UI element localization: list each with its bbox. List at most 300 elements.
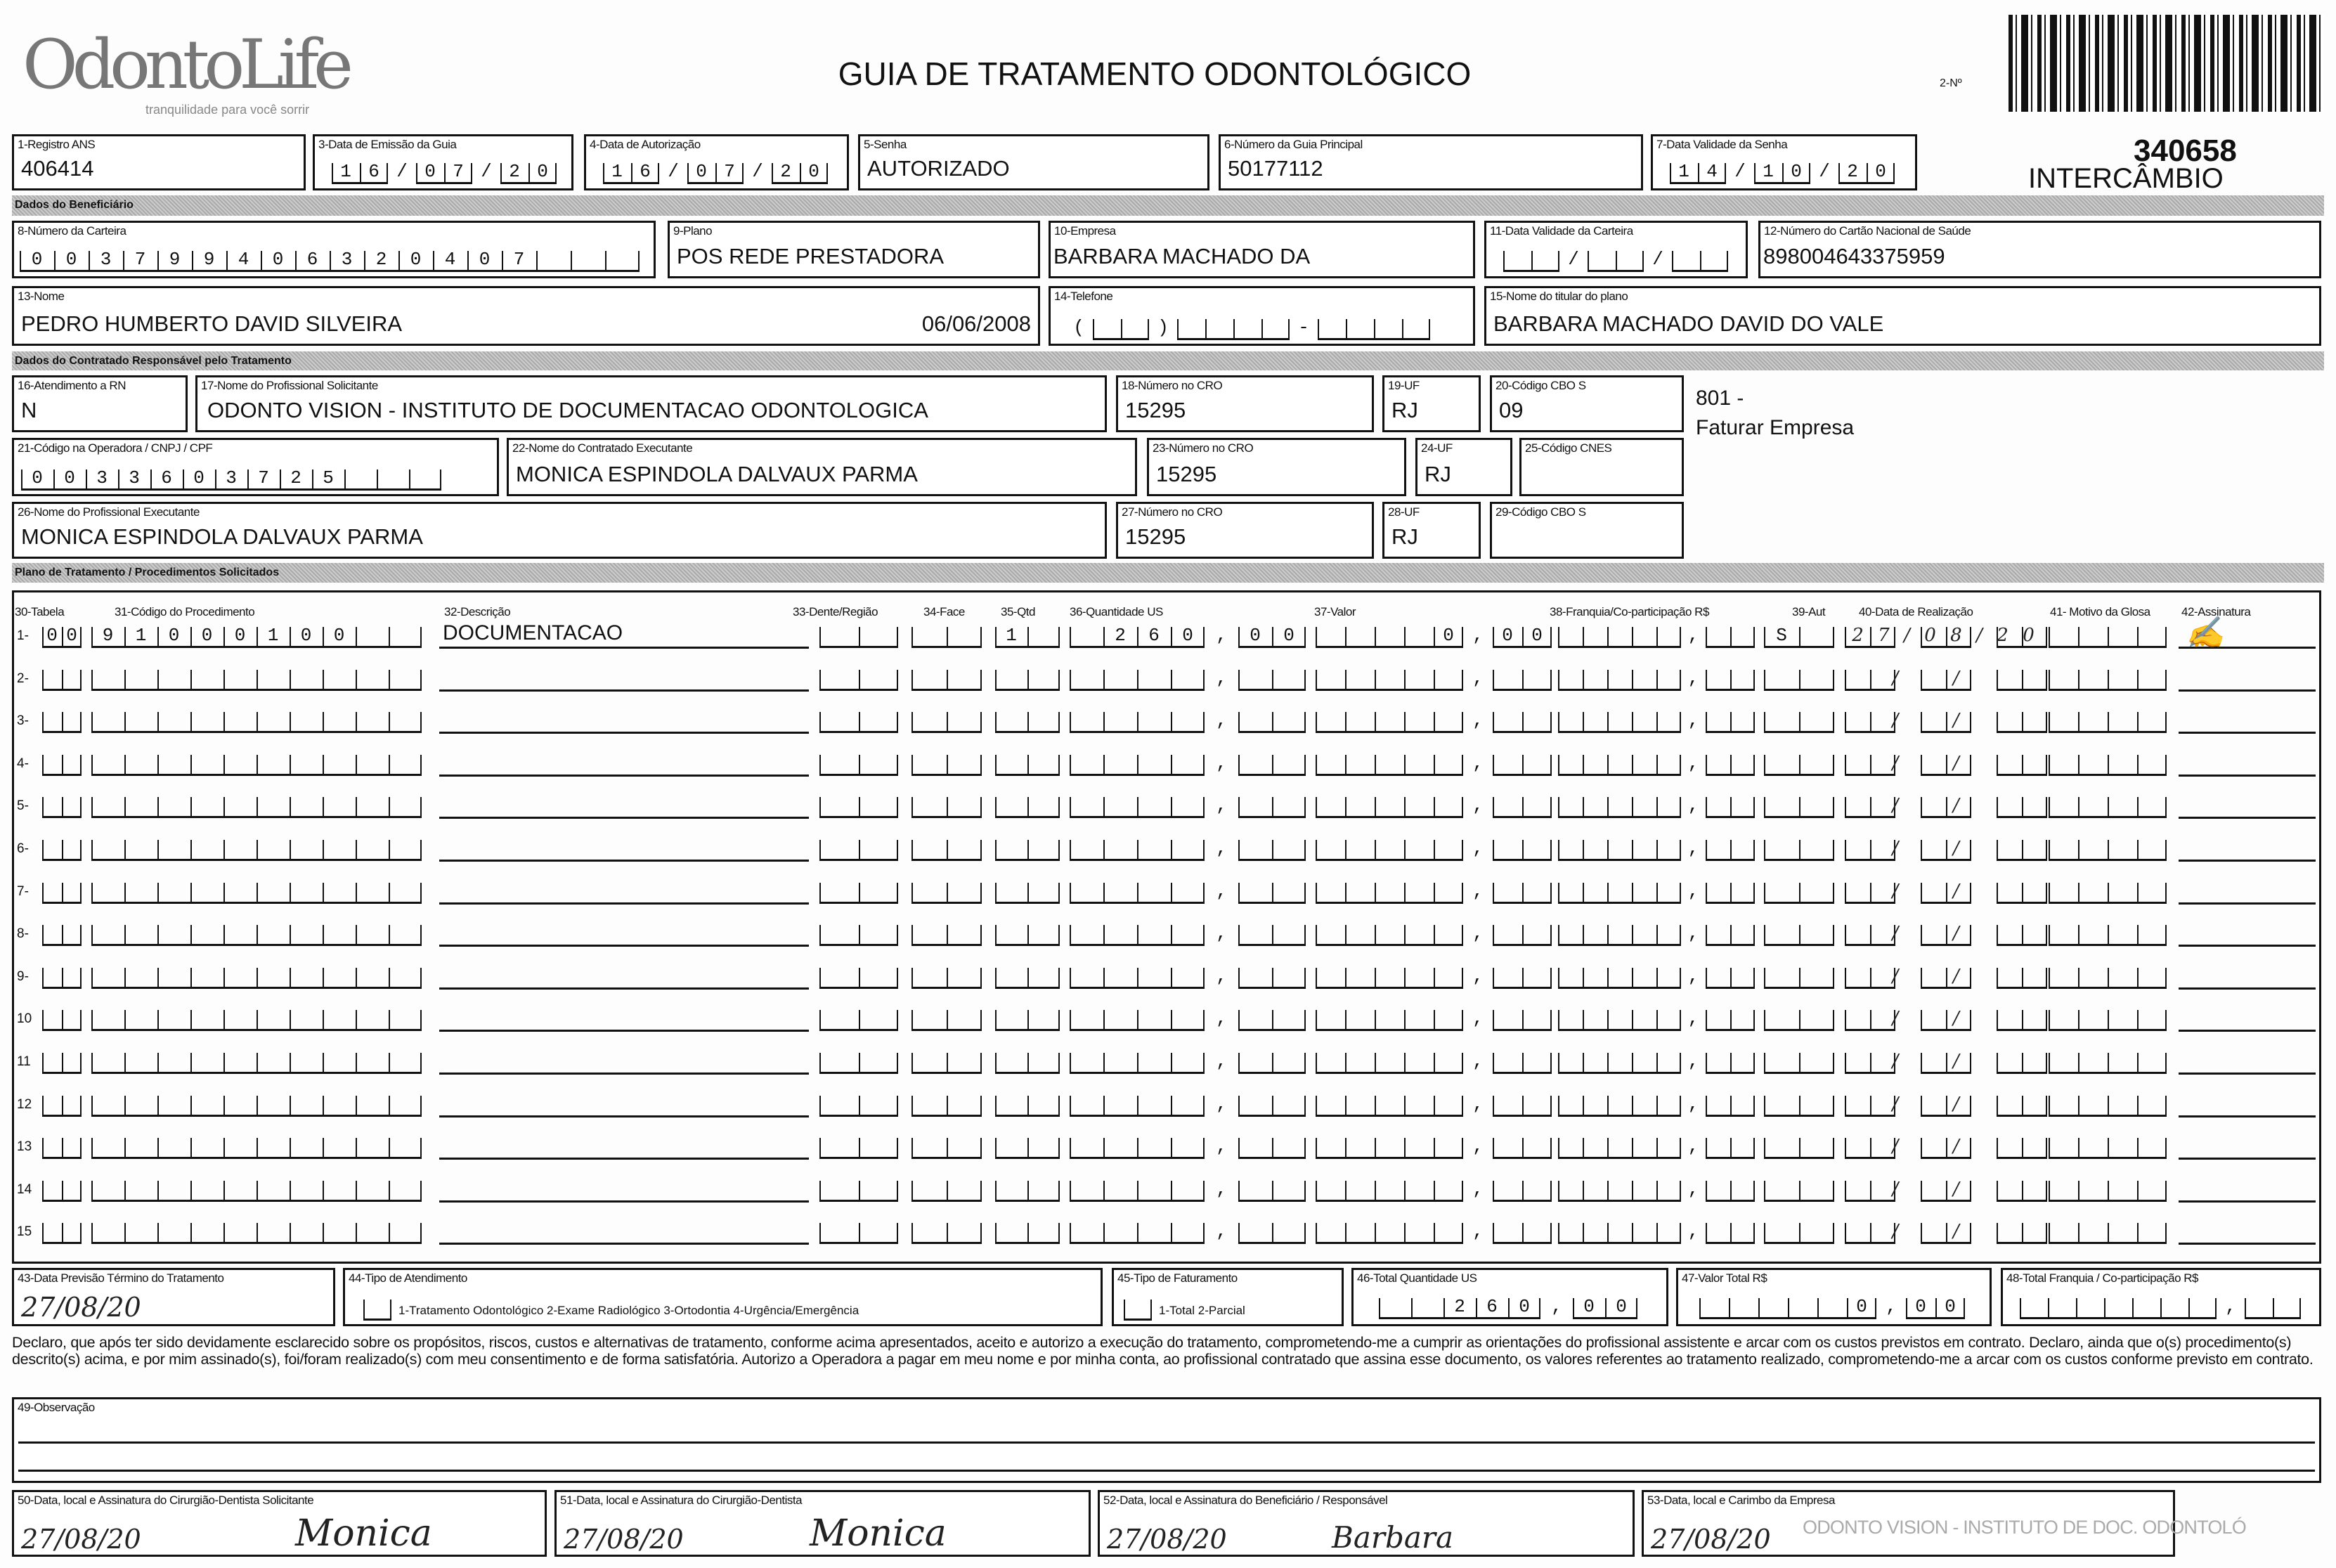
cells-value: [1124, 1297, 1160, 1318]
cells-tabela[interactable]: [42, 1220, 82, 1244]
cells-quant-us[interactable]: [1070, 1050, 1318, 1074]
validade-carteira-field[interactable]: [1484, 221, 1748, 278]
signature-field[interactable]: [2179, 1115, 2316, 1117]
description-field[interactable]: [439, 817, 809, 819]
cells-value: [42, 1221, 86, 1242]
cells-dente[interactable]: [819, 1178, 898, 1202]
cells-aut[interactable]: [1764, 1007, 1834, 1031]
cells-value: [42, 838, 86, 859]
cells-dente[interactable]: [819, 965, 898, 989]
cro-profissional-field[interactable]: [1116, 502, 1374, 559]
cells-valor[interactable]: [1316, 794, 1562, 818]
cells-face[interactable]: [911, 1007, 982, 1031]
cells-qtd[interactable]: [995, 1135, 1060, 1159]
digit-cells[interactable]: [1379, 1295, 1649, 1319]
cells-aut[interactable]: [1764, 1135, 1834, 1159]
field-label: 53-Data, local e Carimbo da Empresa: [1647, 1494, 1835, 1507]
nome-field[interactable]: [12, 286, 1040, 346]
cells-face[interactable]: [911, 922, 982, 946]
cells-quant-us[interactable]: [1070, 709, 1318, 733]
cells-codigo[interactable]: [91, 624, 433, 648]
cells-quant-us[interactable]: [1070, 922, 1318, 946]
cells-dente[interactable]: [819, 1007, 898, 1031]
cells-data[interactable]: [1845, 752, 2047, 776]
cells-dente[interactable]: [819, 1135, 898, 1159]
cells-aut[interactable]: [1764, 667, 1834, 691]
cells-quant-us[interactable]: [1070, 667, 1318, 691]
data-emissao-field[interactable]: [313, 134, 573, 190]
cells-aut[interactable]: [1764, 1178, 1834, 1202]
cells-face[interactable]: [911, 752, 982, 776]
cells-value: [819, 668, 912, 689]
cells-franquia[interactable]: [1558, 880, 1762, 904]
signature-field[interactable]: [2179, 1243, 2316, 1245]
uf-solicitante-field[interactable]: [1382, 375, 1481, 432]
cells-tabela[interactable]: [42, 1050, 82, 1074]
cells-quant-us[interactable]: [1070, 624, 1318, 648]
cells-data[interactable]: [1845, 667, 2047, 691]
prof-solicitante-field[interactable]: [195, 375, 1107, 432]
cells-data[interactable]: [1845, 624, 2047, 648]
cro-executante-field[interactable]: [1147, 438, 1406, 496]
section-procedimentos: Plano de Tratamento / Procedimentos Solicitados: [12, 563, 2324, 583]
digit-cells[interactable]: [1503, 248, 1737, 272]
cells-face[interactable]: [911, 1050, 982, 1074]
cells-aut[interactable]: [1764, 837, 1834, 861]
guia-number: 340658: [2134, 134, 2237, 168]
atendimento-rn-field[interactable]: [12, 375, 188, 432]
cells-data[interactable]: [1845, 1093, 2047, 1117]
cells-value: 260,00: [1389, 1296, 1649, 1317]
cells-face[interactable]: [911, 709, 982, 733]
cells-value: ,: [1081, 1178, 1318, 1200]
cells-face[interactable]: [911, 624, 982, 648]
digit-cells[interactable]: [1065, 316, 1439, 340]
cells-value: / /: [1852, 923, 2014, 945]
cells-data[interactable]: [1845, 922, 2047, 946]
cells-franquia[interactable]: [1558, 1093, 1762, 1117]
cells-face[interactable]: [911, 1178, 982, 1202]
cells-codigo[interactable]: [91, 667, 422, 691]
cells-codigo[interactable]: [91, 837, 422, 861]
cells-valor[interactable]: [1316, 922, 1562, 946]
cells-quant-us[interactable]: [1070, 1093, 1318, 1117]
cro-solicitante-field[interactable]: [1116, 375, 1374, 432]
digit-cells[interactable]: [603, 160, 837, 184]
description-field[interactable]: [439, 775, 809, 777]
cells-qtd[interactable]: [995, 624, 1071, 648]
cells-value: ,: [1081, 795, 1318, 817]
field-label: 15-Nome do titular do plano: [1490, 290, 1628, 303]
cells-value: [819, 710, 912, 731]
cells-value: [42, 1094, 86, 1115]
cells-tabela[interactable]: [42, 880, 82, 904]
cells-quant-us[interactable]: [1070, 1135, 1318, 1159]
cells-tabela[interactable]: [42, 922, 82, 946]
cells-data[interactable]: [1845, 709, 2047, 733]
signature-field[interactable]: [2179, 1158, 2316, 1160]
row-number: 10: [17, 1011, 32, 1027]
cells-data[interactable]: [1845, 1135, 2047, 1159]
cells-motivo[interactable]: [2049, 667, 2167, 691]
cells-value: [911, 923, 994, 944]
cells-aut[interactable]: [1764, 752, 1834, 776]
cells-aut[interactable]: [1764, 709, 1834, 733]
cells-face[interactable]: [911, 837, 982, 861]
cells-franquia[interactable]: [1558, 1178, 1762, 1202]
cells-qtd[interactable]: [995, 837, 1060, 861]
total-us-field[interactable]: [1351, 1268, 1668, 1326]
signature-field[interactable]: [2179, 987, 2316, 990]
signature-beneficiario[interactable]: [1098, 1490, 1635, 1557]
cells-dente[interactable]: [819, 624, 898, 648]
cells-franquia[interactable]: [1558, 1220, 1762, 1244]
cells-tabela[interactable]: [42, 709, 82, 733]
cells-qtd[interactable]: [995, 709, 1060, 733]
signature-solicitante[interactable]: [12, 1490, 547, 1557]
cells-value: ,: [1325, 795, 1562, 817]
cells-qtd[interactable]: [995, 1178, 1060, 1202]
cells-face[interactable]: [911, 1135, 982, 1159]
tipo-faturamento-field[interactable]: [1112, 1268, 1344, 1326]
cells-codigo[interactable]: [91, 922, 422, 946]
signature-field[interactable]: [2179, 945, 2316, 947]
cells-value: ,: [1564, 1178, 1762, 1200]
cells-aut[interactable]: [1764, 965, 1834, 989]
cells-value: / /: [1852, 795, 2014, 817]
cells-dente[interactable]: [819, 1093, 898, 1117]
cells-valor[interactable]: [1316, 1093, 1562, 1117]
cells-franquia[interactable]: [1558, 752, 1762, 776]
cells-face[interactable]: [911, 794, 982, 818]
uf-profissional-field[interactable]: [1382, 502, 1481, 559]
cells-aut[interactable]: [1764, 794, 1834, 818]
description-field[interactable]: [439, 1200, 809, 1203]
cells-motivo[interactable]: [2049, 752, 2167, 776]
cbo-profissional-field[interactable]: [1490, 502, 1684, 559]
cells-value: [1764, 668, 1846, 689]
prof-executante-field[interactable]: [12, 502, 1107, 559]
cells-data[interactable]: [1845, 837, 2047, 861]
cells-motivo[interactable]: [2049, 880, 2167, 904]
cells-face[interactable]: [911, 667, 982, 691]
field-value: RJ: [1425, 462, 1451, 486]
field-label: 12-Número do Cartão Nacional de Saúde: [1764, 224, 1971, 238]
digit-cell: [2022, 925, 2047, 946]
signature-field[interactable]: [2179, 689, 2316, 692]
cells-motivo[interactable]: [2049, 1093, 2167, 1117]
cells-valor[interactable]: [1316, 965, 1562, 989]
cells-motivo[interactable]: [2049, 624, 2167, 648]
cells-value: ,: [1325, 667, 1562, 689]
cells-qtd[interactable]: [995, 1093, 1060, 1117]
cells-valor[interactable]: [1316, 624, 1562, 648]
cns-field[interactable]: [1758, 221, 2321, 278]
description-field[interactable]: [439, 945, 809, 947]
empresa-field[interactable]: [1049, 221, 1475, 278]
cells-dente[interactable]: [819, 1050, 898, 1074]
digit-cells[interactable]: [21, 467, 453, 491]
cells-data[interactable]: [1845, 1007, 2047, 1031]
description-field[interactable]: [439, 732, 809, 734]
cells-data[interactable]: [1845, 1050, 2047, 1074]
registro-ans-field[interactable]: [12, 134, 306, 190]
cells-value: / /: [1852, 1051, 2014, 1072]
plano-field[interactable]: [668, 221, 1040, 278]
handwritten-date: 27/08/20: [1651, 1524, 1771, 1555]
cells-valor[interactable]: [1316, 1178, 1562, 1202]
signature-field[interactable]: [2179, 775, 2316, 777]
cells-value: [42, 923, 86, 944]
cells-motivo[interactable]: [2049, 794, 2167, 818]
cells-franquia[interactable]: [1558, 667, 1762, 691]
uf-executante-field[interactable]: [1415, 438, 1512, 496]
cells-data[interactable]: [1845, 1178, 2047, 1202]
description-field[interactable]: [439, 1158, 809, 1160]
cells-aut[interactable]: [1764, 1050, 1834, 1074]
digit-cells[interactable]: [1124, 1297, 1152, 1321]
cells-franquia[interactable]: [1558, 837, 1762, 861]
cells-value: [911, 881, 994, 902]
field-value: MONICA ESPINDOLA DALVAUX PARMA: [21, 524, 423, 549]
cells-valor[interactable]: [1316, 1135, 1562, 1159]
cells-tabela[interactable]: [42, 1135, 82, 1159]
digit-cells[interactable]: [1699, 1295, 1975, 1319]
cells-qtd[interactable]: [995, 1007, 1060, 1031]
signature-field[interactable]: [2179, 817, 2316, 819]
digit-cells[interactable]: [332, 160, 566, 184]
cells-tabela[interactable]: [42, 794, 82, 818]
cells-face[interactable]: [911, 965, 982, 989]
signature-field[interactable]: [2179, 902, 2316, 905]
previsao-field[interactable]: [12, 1268, 335, 1326]
description-field[interactable]: [439, 902, 809, 905]
cells-valor[interactable]: [1316, 709, 1562, 733]
cells-dente[interactable]: [819, 1220, 898, 1244]
cells-franquia[interactable]: [1558, 1007, 1762, 1031]
cells-value: [911, 1051, 994, 1072]
cells-aut[interactable]: [1764, 624, 1847, 648]
cells-qtd[interactable]: [995, 922, 1060, 946]
cells-quant-us[interactable]: [1070, 1178, 1318, 1202]
handwritten-signature: Monica: [810, 1512, 947, 1555]
cells-dente[interactable]: [819, 709, 898, 733]
cells-franquia[interactable]: [1558, 794, 1762, 818]
cells-quant-us[interactable]: [1070, 794, 1318, 818]
tipo-atendimento-field[interactable]: [343, 1268, 1103, 1326]
cells-data[interactable]: [1845, 794, 2047, 818]
cells-data[interactable]: [1845, 1220, 2047, 1244]
cells-motivo[interactable]: [2049, 709, 2167, 733]
cells-codigo[interactable]: [91, 709, 422, 733]
cells-aut[interactable]: [1764, 1093, 1834, 1117]
cells-motivo[interactable]: [2049, 1007, 2167, 1031]
signature-field[interactable]: [2179, 860, 2316, 862]
carteira-field[interactable]: [12, 221, 656, 278]
cells-value: 16/07/20: [340, 161, 566, 182]
signature-field[interactable]: [2179, 1073, 2316, 1075]
cells-value: [1764, 1179, 1846, 1200]
observacao-field[interactable]: [12, 1397, 2321, 1483]
cells-franquia[interactable]: [1558, 1050, 1762, 1074]
cells-dente[interactable]: [819, 667, 898, 691]
cells-motivo[interactable]: [2049, 1050, 2167, 1074]
field-label: 24-UF: [1421, 441, 1453, 455]
cells-value: [911, 1136, 994, 1157]
cells-franquia[interactable]: [1558, 922, 1762, 946]
signature-field[interactable]: [2179, 1200, 2316, 1203]
guia-principal-field[interactable]: [1219, 134, 1643, 190]
valor-total-field[interactable]: [1676, 1268, 1992, 1326]
cells-tabela[interactable]: [42, 1178, 82, 1202]
cells-tabela[interactable]: [42, 1007, 82, 1031]
cells-valor[interactable]: [1316, 880, 1562, 904]
cells-tabela[interactable]: [42, 624, 86, 648]
cells-value: 003799406320407: [31, 249, 651, 270]
cells-qtd[interactable]: [995, 1220, 1060, 1244]
cells-tabela[interactable]: [42, 1093, 82, 1117]
cells-aut[interactable]: [1764, 880, 1834, 904]
cells-codigo[interactable]: [91, 1220, 422, 1244]
cells-value: [42, 1051, 86, 1072]
cells-quant-us[interactable]: [1070, 837, 1318, 861]
cnes-field[interactable]: [1519, 438, 1684, 496]
cells-motivo[interactable]: [2049, 1135, 2167, 1159]
cells-codigo[interactable]: [91, 1050, 422, 1074]
cells-dente[interactable]: [819, 922, 898, 946]
cells-tabela[interactable]: [42, 837, 82, 861]
cells-quant-us[interactable]: [1070, 752, 1318, 776]
signature-field[interactable]: [2179, 1030, 2316, 1032]
cells-value: / /: [1852, 1221, 2014, 1243]
cells-qtd[interactable]: [995, 1050, 1060, 1074]
cells-quant-us[interactable]: [1070, 1007, 1318, 1031]
cells-value: [911, 1179, 994, 1200]
signature-field[interactable]: [2179, 732, 2316, 734]
cells-codigo[interactable]: [91, 1007, 422, 1031]
description-field[interactable]: [439, 860, 809, 862]
cells-face[interactable]: [911, 1220, 982, 1244]
cells-qtd[interactable]: [995, 880, 1060, 904]
digit-cell: [2022, 1053, 2047, 1074]
digit-cells[interactable]: [20, 248, 651, 272]
cells-quant-us[interactable]: [1070, 880, 1318, 904]
cells-value: [42, 881, 86, 902]
cells-qtd[interactable]: [995, 965, 1060, 989]
cbo-solicitante-field[interactable]: [1490, 375, 1684, 432]
codigo-operadora-field[interactable]: [12, 438, 499, 496]
cells-data[interactable]: [1845, 880, 2047, 904]
cells-valor[interactable]: [1316, 1050, 1562, 1074]
handwritten-date: 27/08/20: [21, 1292, 141, 1323]
cells-valor[interactable]: [1316, 1220, 1562, 1244]
cells-dente[interactable]: [819, 752, 898, 776]
cells-value: [2049, 881, 2176, 902]
cells-valor[interactable]: [1316, 837, 1562, 861]
cells-data[interactable]: [1845, 965, 2047, 989]
cells-dente[interactable]: [819, 794, 898, 818]
digit-cells[interactable]: [363, 1297, 391, 1321]
cells-face[interactable]: [911, 1093, 982, 1117]
description-field[interactable]: [439, 1115, 809, 1117]
description-field[interactable]: [439, 1243, 809, 1245]
cells-franquia[interactable]: [1558, 709, 1762, 733]
section-contratado: Dados do Contratado Responsável pelo Tratamento: [12, 351, 2324, 370]
cells-motivo[interactable]: [2049, 965, 2167, 989]
field-label: 45-Tipo de Faturamento: [1117, 1271, 1238, 1285]
cells-quant-us[interactable]: [1070, 965, 1318, 989]
cells-franquia[interactable]: [1558, 1135, 1762, 1159]
cells-qtd[interactable]: [995, 794, 1060, 818]
description-field[interactable]: [439, 1030, 809, 1032]
description-field[interactable]: [439, 647, 809, 649]
cells-value: [995, 838, 1070, 859]
cells-codigo[interactable]: [91, 1178, 422, 1202]
cells-franquia[interactable]: [1558, 965, 1762, 989]
signature-dentista[interactable]: [554, 1490, 1091, 1557]
field-label: 51-Data, local e Assinatura do Cirurgião-Dentista: [560, 1494, 803, 1507]
cells-aut[interactable]: [1764, 1220, 1834, 1244]
cells-codigo[interactable]: [91, 794, 422, 818]
telefone-field[interactable]: [1049, 286, 1475, 346]
cells-tabela[interactable]: [42, 752, 82, 776]
cells-value: [91, 881, 433, 902]
cells-motivo[interactable]: [2049, 837, 2167, 861]
digit-cells[interactable]: [1670, 160, 1904, 184]
cells-valor[interactable]: [1316, 1007, 1562, 1031]
cells-motivo[interactable]: [2049, 922, 2167, 946]
contratado-executante-field[interactable]: [507, 438, 1137, 496]
cells-value: [819, 1221, 912, 1242]
cells-codigo[interactable]: [91, 1135, 422, 1159]
cells-valor[interactable]: [1316, 667, 1562, 691]
description-field[interactable]: [439, 987, 809, 990]
cells-codigo[interactable]: [91, 752, 422, 776]
cells-codigo[interactable]: [91, 965, 422, 989]
cells-dente[interactable]: [819, 880, 898, 904]
description-field[interactable]: [439, 689, 809, 692]
cells-aut[interactable]: [1764, 922, 1834, 946]
cells-face[interactable]: [911, 880, 982, 904]
cells-motivo[interactable]: [2049, 1178, 2167, 1202]
total-franquia-field[interactable]: [2001, 1268, 2321, 1326]
field-label: 8-Número da Carteira: [18, 224, 126, 238]
senha-field[interactable]: [858, 134, 1209, 190]
cells-qtd[interactable]: [995, 752, 1060, 776]
cells-qtd[interactable]: [995, 667, 1060, 691]
description-field[interactable]: [439, 1073, 809, 1075]
cells-quant-us[interactable]: [1070, 1220, 1318, 1244]
titular-field[interactable]: [1484, 286, 2321, 346]
logo-brand: OdontoLife: [22, 25, 348, 104]
cells-value: [995, 710, 1070, 731]
cells-value: [819, 795, 912, 816]
cells-codigo[interactable]: [91, 880, 422, 904]
cells-tabela[interactable]: [42, 667, 82, 691]
digit-cells[interactable]: [2020, 1295, 2310, 1319]
data-autorizacao-field[interactable]: [584, 134, 849, 190]
cells-valor[interactable]: [1316, 752, 1562, 776]
cells-tabela[interactable]: [42, 965, 82, 989]
digit-cell: [2022, 670, 2047, 691]
cells-value: [819, 838, 912, 859]
validade-senha-field[interactable]: [1651, 134, 1917, 190]
field-value: 898004643375959: [1763, 244, 1945, 268]
cells-motivo[interactable]: [2049, 1220, 2167, 1244]
cells-franquia[interactable]: [1558, 624, 1762, 648]
cells-dente[interactable]: [819, 837, 898, 861]
cells-codigo[interactable]: [91, 1093, 422, 1117]
